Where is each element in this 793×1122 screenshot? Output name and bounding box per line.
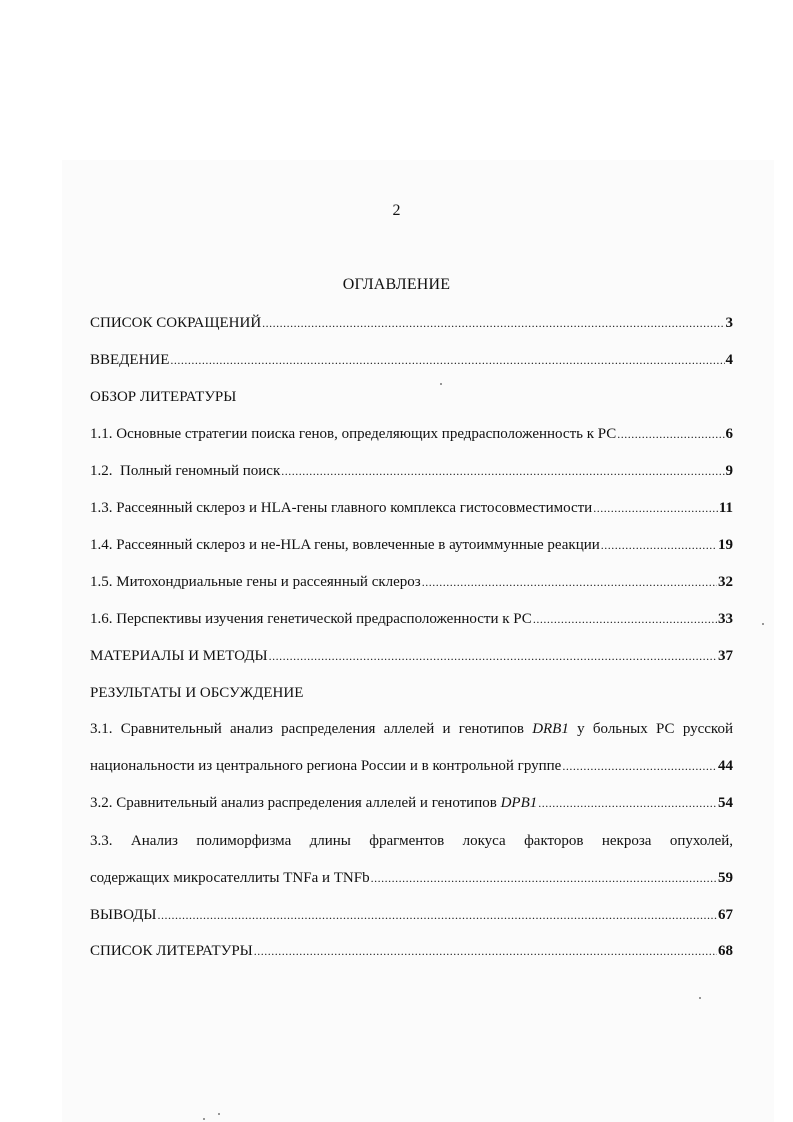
toc-entry-page: 4 xyxy=(725,352,733,368)
toc-entry-3-2[interactable] xyxy=(90,794,733,812)
section-heading-review: ОБЗОР ЛИТЕРАТУРЫ xyxy=(90,389,237,405)
toc-entry-label: содержащих микросателлиты TNFa и TNFb xyxy=(90,870,370,886)
dot-leader xyxy=(593,499,718,517)
toc-entry-label xyxy=(90,794,537,812)
toc-entry-conclusions[interactable] xyxy=(90,906,733,924)
dot-leader xyxy=(269,647,717,665)
toc-entry-1-3[interactable] xyxy=(90,499,733,517)
toc-entry-methods[interactable] xyxy=(90,647,733,665)
toc-entry-page: 11 xyxy=(718,500,733,516)
toc-entry-label: 1.4. Рассеянный склероз и не-HLA гены, вовлеченные в аутоиммунные реакции xyxy=(90,537,600,553)
toc-entry-page: 54 xyxy=(718,795,733,811)
dot-leader xyxy=(158,906,718,924)
toc-entry-1-4[interactable] xyxy=(90,536,733,554)
toc-entry-page: 37 xyxy=(718,648,733,664)
toc-entry-label: национальности из центрального региона России и в контрольной группе xyxy=(90,758,562,774)
toc-entry-3-3-line-1[interactable]: 3.3. Анализ полиморфизма длины фрагментов локуса факторов некроза опухолей, xyxy=(90,833,733,849)
dot-leader xyxy=(601,536,717,554)
toc-entry-page: 32 xyxy=(718,574,733,590)
toc-entry-label: ВЫВОДЫ xyxy=(90,907,157,923)
toc-entry-page: 44 xyxy=(718,758,733,774)
gene-name: DRB1 xyxy=(532,721,569,737)
toc-entry-label: СПИСОК СОКРАЩЕНИЙ xyxy=(90,315,262,331)
toc-entry-text: у больных РС русской xyxy=(568,721,733,737)
toc-entry-label: 1.6. Перспективы изучения генетической предрасположенности к РС xyxy=(90,611,532,627)
toc-entry-1-5[interactable] xyxy=(90,573,733,591)
toc-entry-1-1[interactable] xyxy=(90,425,733,443)
toc-entry-text: 3.1. Сравнительный анализ распределения аллелей и генотипов xyxy=(90,721,533,737)
toc-entry-3-3-line-2[interactable] xyxy=(90,869,733,887)
toc-entry-label: 1.5. Митохондриальные гены и рассеянный склероз xyxy=(90,574,421,590)
toc-entry-label: СПИСОК ЛИТЕРАТУРЫ xyxy=(90,943,253,959)
toc-entry-page: 9 xyxy=(725,463,733,479)
dot-leader xyxy=(562,757,717,775)
scan-speck xyxy=(218,1113,220,1115)
gene-name: DPB1 xyxy=(500,795,538,811)
toc-entry-text: 3.2. Сравнительный анализ распределения аллелей и генотипов xyxy=(90,795,501,811)
toc-entry-references[interactable] xyxy=(90,942,733,960)
dot-leader xyxy=(538,794,717,812)
toc-entry-label: 1.1. Основные стратегии поиска генов, определяющих предрасположенность к РС xyxy=(90,426,617,442)
toc-entry-page: 67 xyxy=(718,907,733,923)
toc-entry-3-1-line-2[interactable] xyxy=(90,757,733,775)
toc-entry-label: МАТЕРИАЛЫ И МЕТОДЫ xyxy=(90,648,268,664)
dot-leader xyxy=(617,425,724,443)
toc-entry-page: 6 xyxy=(725,426,733,442)
toc-entry-1-6[interactable] xyxy=(90,610,733,628)
toc-entry-abbreviations[interactable] xyxy=(90,314,733,332)
dot-leader xyxy=(254,942,717,960)
dot-leader xyxy=(371,869,717,887)
scan-speck xyxy=(203,1118,205,1120)
scanned-page-area xyxy=(62,160,774,1122)
toc-entry-page: 68 xyxy=(718,943,733,959)
toc-entry-label: ВВЕДЕНИЕ xyxy=(90,352,170,368)
dot-leader xyxy=(281,462,724,480)
dot-leader xyxy=(170,351,724,369)
scan-speck xyxy=(699,997,701,999)
scan-speck xyxy=(440,383,442,385)
dot-leader xyxy=(533,610,717,628)
toc-entry-3-1-line-1[interactable] xyxy=(90,720,733,738)
toc-entry-page: 19 xyxy=(718,537,733,553)
toc-entry-1-2[interactable] xyxy=(90,462,733,480)
toc-entry-label: 1.2. Полный геномный поиск xyxy=(90,463,281,479)
toc-title: ОГЛАВЛЕНИЕ xyxy=(342,276,451,293)
toc-entry-introduction[interactable] xyxy=(90,351,733,369)
toc-entry-label: 1.3. Рассеянный склероз и HLA-гены главного комплекса гистосовместимости xyxy=(90,500,593,516)
toc-entry-page: 33 xyxy=(718,611,733,627)
dot-leader xyxy=(422,573,717,591)
page-number: 2 xyxy=(392,202,401,219)
section-heading-results: РЕЗУЛЬТАТЫ И ОБСУЖДЕНИЕ xyxy=(90,685,304,701)
dot-leader xyxy=(262,314,724,332)
toc-entry-page: 59 xyxy=(718,870,733,886)
scan-speck xyxy=(762,623,764,625)
toc-entry-page: 3 xyxy=(725,315,733,331)
